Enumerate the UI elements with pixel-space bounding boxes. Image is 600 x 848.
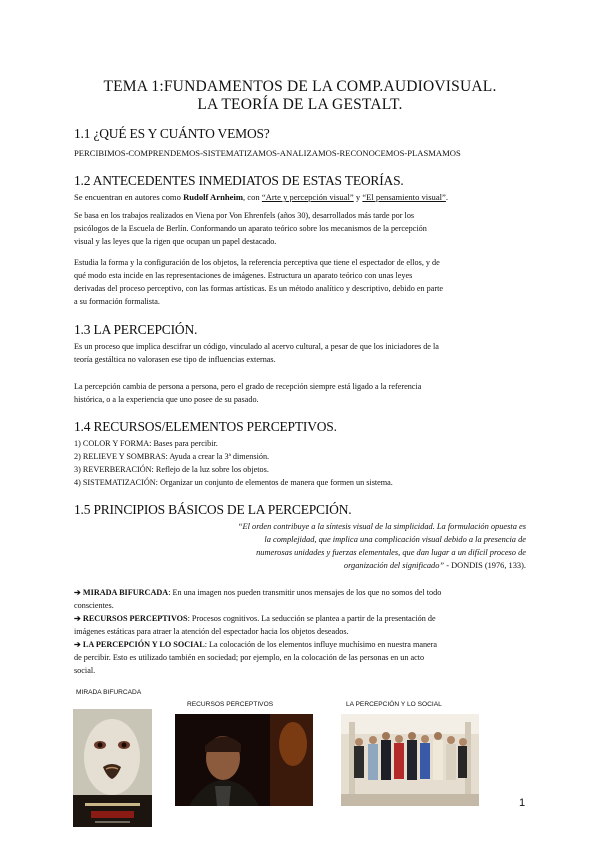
quote-line3: numerosas unidades y fuerzas elementales, que dan lugar a un difícil proceso de xyxy=(256,548,526,557)
s2-p2-line4: a su formación formalista. xyxy=(74,297,160,306)
s2-p2-line1: Estudia la forma y la configuración de los objetos, la referencia perceptiva que tiene el espectador de ellos, y de xyxy=(74,258,440,267)
s2-p1-line1: Se basa en los trabajos realizados en Viena por Von Ehrenfels (años 30), desarrollados más tarde por los xyxy=(74,211,415,220)
heading-1-1: 1.1 ¿QUÉ ES Y CUÁNTO VEMOS? xyxy=(74,126,270,141)
point-social-text: : La colocación de los elementos influye muchísimo en nuestra manera xyxy=(204,640,438,649)
page-number: 1 xyxy=(519,797,526,809)
point-mirada-line2: conscientes. xyxy=(74,601,114,610)
authors-and: y xyxy=(353,192,363,202)
point-social-line3: social. xyxy=(74,666,96,675)
s4-item-4: 4) SISTEMATIZACIÓN: Organizar un conjunto de elementos de manera que formen un sistema. xyxy=(74,478,393,487)
authors-pre: Se encuentran en autores como xyxy=(74,192,184,202)
s2-p2-line2: qué modo esta incide en las representaciones de imágenes. Estructura un aparato teórico con unas leyes xyxy=(74,271,413,280)
poster-illustration xyxy=(73,709,152,827)
document-subtitle: LA TEORÍA DE LA GESTALT. xyxy=(197,96,403,113)
point-recursos-term: ➔ RECURSOS PERCEPTIVOS xyxy=(74,614,188,623)
s3-p1-line1: Es un proceso que implica descifrar un código, vinculado al acervo cultural, a pesar de que los iniciadores de la xyxy=(74,342,439,351)
point-mirada-term: ➔ MIRADA BIFURCADA xyxy=(74,588,169,597)
document-title: TEMA 1:FUNDAMENTOS DE LA COMP.AUDIOVISUAL. xyxy=(103,78,497,95)
point-mirada-text: : En una imagen nos pueden transmitir unos mensajes de los que no somos del todo xyxy=(168,588,442,597)
quote-attribution: - DONDIS (1976, 133). xyxy=(444,561,526,570)
scene-illustration xyxy=(175,714,313,806)
point-recursos-text: : Procesos cognitivos. La seducción se plantea a partir de la presentación de xyxy=(187,614,436,623)
group-photo-image xyxy=(341,714,479,806)
point-social-term: ➔ LA PERCEPCIÓN Y LO SOCIAL xyxy=(74,640,205,649)
poster-image xyxy=(73,709,152,827)
quote-text-end: organización del significado” xyxy=(343,561,445,570)
author-name: Rudolf Arnheim xyxy=(183,192,243,202)
point-recursos-line2: imágenes estáticas para atraer la atención del espectador hacia los objetos deseados. xyxy=(74,627,349,636)
film-scene-image xyxy=(175,714,313,806)
point-social-line1 xyxy=(74,638,526,651)
s2-p1-line3: visual y las leyes que la rigen que ocupan un papel destacado. xyxy=(74,237,277,246)
s3-p1-line2: teoría gestáltica no valorasen ese tipo de influencias externas. xyxy=(74,355,276,364)
quote-line1: “El orden contribuye a la síntesis visual de la simplicidad. La formulación opuesta es xyxy=(237,522,526,531)
s2-p1-line2: psicólogos de la Escuela de Berlín. Conformando un aparato teórico sobre los mecanismos de la percepción xyxy=(74,224,427,233)
heading-1-3: 1.3 LA PERCEPCIÓN. xyxy=(74,322,198,337)
quote-line2: la complejidad, que implica una complicación visual debido a la presencia de xyxy=(264,535,526,544)
caption-mirada: MIRADA BIFURCADA xyxy=(76,689,142,696)
s1-text: PERCIBIMOS-COMPRENDEMOS-SISTEMATIZAMOS-ANALIZAMOS-RECONOCEMOS-PLASMAMOS xyxy=(74,148,461,158)
s4-item-3: 3) REVERBERACIÓN: Reflejo de la luz sobre los objetos. xyxy=(74,465,269,474)
s4-item-1: 1) COLOR Y FORMA: Bases para percibir. xyxy=(74,439,218,448)
point-mirada-line1 xyxy=(74,586,526,599)
caption-social: LA PERCEPCIÓN Y LO SOCIAL xyxy=(346,701,442,708)
s3-p2-line2: histórica, o a la experiencia que uno posee de su pasado. xyxy=(74,395,259,404)
heading-1-4: 1.4 RECURSOS/ELEMENTOS PERCEPTIVOS. xyxy=(74,419,337,434)
heading-1-5: 1.5 PRINCIPIOS BÁSICOS DE LA PERCEPCIÓN. xyxy=(74,502,352,517)
book-title-2: “El pensamiento visual” xyxy=(362,192,446,202)
s2-authors xyxy=(74,191,526,204)
authors-end: . xyxy=(445,192,449,202)
quote-line4 xyxy=(150,559,526,572)
s4-item-2: 2) RELIEVE Y SOMBRAS: Ayuda a crear la 3ª dimensión. xyxy=(74,452,270,461)
point-recursos-line1 xyxy=(74,612,526,625)
authors-mid: , con xyxy=(243,192,262,202)
book-title-1: “Arte y percepción visual” xyxy=(261,192,354,202)
group-illustration xyxy=(341,714,479,806)
s2-p2-line3: derivadas del proceso perceptivo, con las formas artísticas. Es un método analítico y descriptivo, debido en parte xyxy=(74,284,444,293)
s3-p2-line1: La percepción cambia de persona a persona, pero el grado de recepción siempre está ligado a la referencia xyxy=(74,382,422,391)
heading-1-2: 1.2 ANTECEDENTES INMEDIATOS DE ESTAS TEORÍAS. xyxy=(74,173,404,188)
point-social-line2: de percibir. Esto es utilizado también en sociedad; por ejemplo, en la colocación de las personas en un acto xyxy=(74,653,425,662)
caption-recursos: RECURSOS PERCEPTIVOS xyxy=(187,701,274,708)
